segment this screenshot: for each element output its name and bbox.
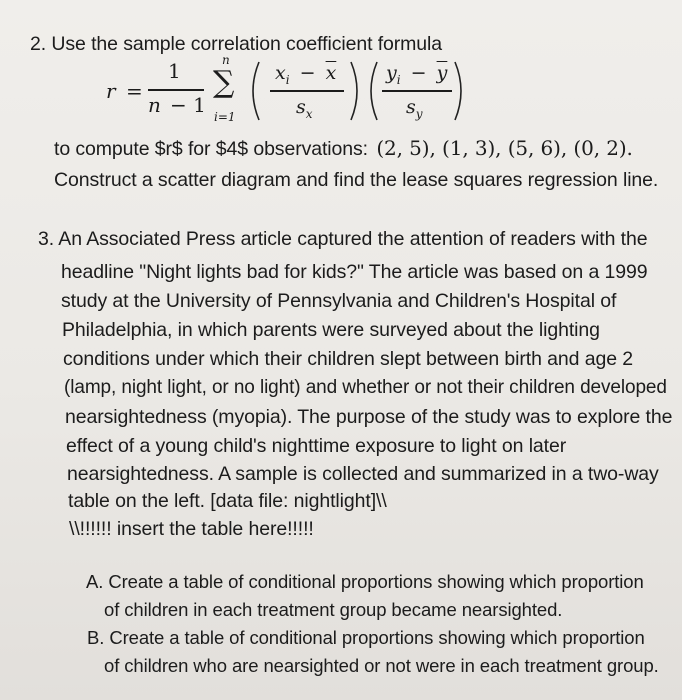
sum-symbol: ∑ <box>213 65 235 100</box>
y-minus: − <box>410 62 427 84</box>
s-x: s <box>296 96 306 118</box>
x-term-bar <box>270 90 344 92</box>
y-i-subscript: i <box>396 72 401 87</box>
part-a-line-2: of children in each treatment group became nearsighted. <box>104 599 563 620</box>
problem-3-line: study at the University of Pennsylvania and Children's Hospital of <box>61 290 617 312</box>
s-x-subscript: x <box>305 106 313 121</box>
problem-2-title: 2. Use the sample correlation coefficient formula <box>30 33 443 55</box>
y-term-bar <box>382 90 452 92</box>
left-paren-x <box>246 60 262 122</box>
problem-3-line: headline "Night lights bad for kids?" The article was based on a 1999 <box>61 261 648 283</box>
fraction-denominator-n: n <box>148 93 161 117</box>
problem-3-line: (lamp, night light, or no light) and whether or not their children developed <box>64 377 667 398</box>
x-i-subscript: i <box>285 72 290 87</box>
left-paren-y <box>364 60 380 122</box>
sum-lower-limit: i=1 <box>214 110 236 124</box>
y-i: y <box>386 62 397 84</box>
problem-3-line: Philadelphia, in which parents were surveyed about the lighting <box>62 319 600 341</box>
part-a-line-1: A. Create a table of conditional proportions showing which proportion <box>86 571 644 592</box>
y-term-numerator <box>386 62 447 87</box>
part-b-line-1: B. Create a table of conditional proportions showing which proportion <box>87 627 645 648</box>
s-y: s <box>406 96 416 118</box>
x-term-denominator <box>296 96 313 121</box>
problem-3-line: conditions under which their children slept between birth and age 2 <box>63 348 633 370</box>
right-paren-y <box>452 60 468 122</box>
sum-upper-limit: n <box>222 53 230 67</box>
x-minus: − <box>299 62 316 84</box>
right-paren-x <box>348 60 364 122</box>
formula-r: r <box>106 79 116 103</box>
problem-3-line: effect of a young child's nighttime exposure to light on later <box>66 435 567 457</box>
problem-3-line: \\!!!!!! insert the table here!!!!! <box>69 518 314 540</box>
x-term-numerator <box>275 62 336 87</box>
observations: (2, 5), (1, 3), (5, 6), (0, 2). <box>376 136 633 160</box>
compute-text: to compute $r$ for $4$ observations: <box>54 138 368 160</box>
x-i: x <box>275 62 286 84</box>
s-y-subscript: y <box>415 106 423 121</box>
problem-3-line: table on the left. [data file: nightlight]\\ <box>68 490 387 512</box>
fraction-denominator-rest: − 1 <box>170 93 206 117</box>
y-bar: $\overline{y}$ <box>436 62 448 84</box>
problem-3-line: 3. An Associated Press article captured the attention of readers with the <box>38 228 648 250</box>
problem-2-instruction: Construct a scatter diagram and find the lease squares regression line. <box>54 169 659 191</box>
problem-3-line: nearsightedness (myopia). The purpose of the study was to explore the <box>65 406 673 428</box>
formula-equals: = <box>126 79 143 103</box>
part-b-line-2: of children who are nearsighted or not were in each treatment group. <box>104 655 659 676</box>
x-bar: $\overline{x}$ <box>325 62 337 84</box>
problem-3-line: nearsightedness. A sample is collected and summarized in a two-way <box>67 463 659 485</box>
compute-line <box>54 136 633 161</box>
fraction-bar <box>148 89 204 91</box>
fraction-numerator: 1 <box>168 59 181 83</box>
y-term-denominator <box>406 96 423 121</box>
